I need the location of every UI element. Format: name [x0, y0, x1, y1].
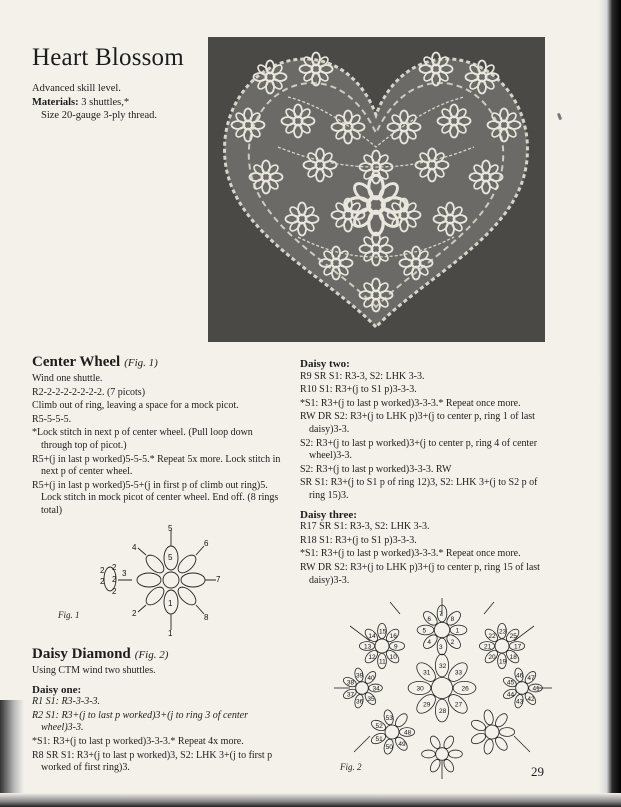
- fig2-ring-number: 26: [461, 685, 469, 693]
- instruction-line: R5+(j in last p worked)5-5+(j in first p of climb out ring)5. Lock stitch in mock picot of center wheel. End off. (8 rings total): [32, 479, 279, 516]
- fig2-ring-number: 30: [416, 685, 424, 693]
- instruction-line: *S1: R3+(j to last p worked)3-3-3.* Repeat 4x more.: [32, 735, 244, 747]
- fig1-num: 2: [112, 587, 117, 596]
- fig1-num: 2: [112, 563, 117, 572]
- fig2-ring-number: 33: [454, 669, 463, 677]
- fig1-num: 5: [168, 553, 173, 562]
- daisy-diamond-heading: [32, 646, 168, 663]
- fig2-ring-number: 19: [499, 658, 507, 666]
- fig2-ring-number: 42: [527, 696, 535, 704]
- page-title: Heart Blossom: [32, 44, 184, 71]
- instruction-line: Wind one shuttle.: [32, 373, 103, 384]
- fig2-ring-number: 43: [515, 698, 524, 706]
- fig2-ring-number: 7: [439, 611, 443, 618]
- instruction-line: Climb out of ring, leaving a space for a mock picot.: [32, 400, 239, 412]
- fig2-ring-number: 38: [346, 679, 355, 687]
- fig2-ring-number: 46: [515, 672, 524, 680]
- fig2-ring-number: 45: [506, 679, 515, 687]
- fig1-num: 5: [168, 524, 173, 533]
- instruction-line: Using CTM wind two shuttles.: [32, 665, 156, 676]
- fig1-label: Fig. 1: [58, 610, 80, 620]
- fig1-num: 6: [204, 539, 209, 548]
- fig2-ring-number: 3: [439, 644, 443, 651]
- heart-lace-image: [208, 37, 545, 342]
- fig2-ring-number: 25: [509, 632, 517, 640]
- fig2-ring-number: 17: [514, 643, 522, 651]
- fig2-ring-number: 16: [389, 632, 397, 640]
- fig2-ring-number: 41: [532, 685, 540, 693]
- thread-size: Size 20-gauge 3-ply thread.: [41, 110, 158, 121]
- daisy-diamond-title: Daisy Diamond: [32, 646, 131, 662]
- fig1-num: 2: [132, 609, 137, 618]
- instruction-line: R5-5-5-5.: [32, 413, 72, 425]
- fig2-ring-number: 29: [423, 701, 431, 709]
- fig2-ring-number: 35: [367, 696, 375, 704]
- fig2-ring-number: 20: [488, 654, 496, 662]
- instruction-line: *Lock stitch in next p of center wheel. (Pull loop down through top of picot.): [32, 427, 253, 451]
- instruction-line: R8 SR S1: R3+(j to last p worked)3, S2: LHK 3+(j to first p worked of first ring)3.: [32, 749, 273, 774]
- page-number: 29: [531, 764, 544, 779]
- instruction-line: *S1: R3+(j to last p worked)3-3-3.* Repeat once more.: [300, 548, 521, 560]
- fig2-ring-number: 2: [450, 639, 455, 647]
- instruction-line: R18 S1: R3+(j to S1 p)3-3-3.: [300, 534, 417, 546]
- fig1-num: 3: [122, 569, 127, 578]
- skill-level: Advanced skill level.: [32, 83, 121, 94]
- fig2-ring-number: 47: [527, 674, 535, 682]
- binding-shadow: [0, 700, 24, 807]
- fig2-ring-number: 8: [450, 615, 455, 623]
- fig1-num: 2: [100, 566, 105, 575]
- fig2-ring-number: 12: [368, 654, 376, 662]
- fig1-num: 4: [132, 543, 137, 552]
- fig2-ring-number: 36: [355, 698, 364, 706]
- fig2-ring-number: 40: [367, 674, 375, 682]
- fig2-ring-number: 9: [394, 643, 398, 651]
- daisy-diamond-fig-ref: (Fig. 2): [134, 649, 169, 661]
- fig2-ring-number: 27: [454, 701, 463, 709]
- fig2-ring-number: 53: [385, 714, 393, 722]
- fig1-center-wheel-diagram: [88, 524, 238, 639]
- fig2-ring-number: 50: [385, 744, 393, 752]
- fig1-num: 8: [204, 613, 209, 622]
- center-wheel-fig-ref: (Fig. 1): [124, 357, 158, 369]
- right-column-instructions: [300, 356, 555, 588]
- fig2-ring-number: 51: [375, 736, 383, 744]
- fig2-ring-number: 44: [506, 691, 515, 699]
- fig2-ring-number: 4: [427, 639, 431, 647]
- stray-mark: [557, 113, 562, 121]
- fig2-ring-number: 5: [422, 627, 427, 635]
- instruction-line: RW DR S2: R3+(j to LHK p)3+(j to center p, ring 15 of last daisy)3-3.: [300, 561, 540, 586]
- materials-line: [32, 96, 157, 110]
- fig2-ring-number: 6: [427, 615, 431, 623]
- instruction-line: R5+(j in last p worked)5-5-5.* Repeat 5x more. Lock stitch in next p of center wheel.: [32, 453, 281, 478]
- daisy-three-heading: Daisy three:: [300, 508, 357, 521]
- fig2-ring-number: 49: [398, 741, 406, 749]
- fig2-ring-number: 18: [509, 654, 517, 662]
- instruction-line: S2: R3+(j to last p worked)3+(j to center p, ring 4 of center wheel)3-3.: [300, 437, 538, 462]
- fig2-daisy: [370, 709, 415, 755]
- fig2-ring-number: 10: [389, 654, 397, 662]
- fig1-num: 7: [216, 575, 221, 584]
- center-wheel-heading: [32, 354, 158, 371]
- instruction-line: R2 S1: R3+(j to last p worked)3+(j to ring 3 of center wheel)3-3.: [32, 709, 248, 734]
- fig2-daisy: [417, 605, 467, 655]
- daisy-one-heading: Daisy one:: [32, 683, 82, 696]
- fig2-daisy: [359, 623, 404, 668]
- instruction-line: S2: R3+(j to last p worked)3-3-3. RW: [300, 463, 452, 475]
- fig2-ring-number: 28: [439, 708, 447, 715]
- fig2-daisy: [502, 667, 542, 708]
- instruction-line: R10 S1: R3+(j to S1 p)3-3-3.: [300, 384, 417, 396]
- fig2-daisy: [470, 709, 515, 755]
- fig2-daisy: [408, 654, 476, 722]
- page-edge-bottom: [0, 793, 621, 807]
- daisy-diamond-instructions: [32, 665, 282, 776]
- fig2-ring-number: 48: [404, 729, 412, 737]
- center-wheel-title: Center Wheel: [32, 354, 121, 370]
- fig1-num: 1: [168, 599, 173, 608]
- fig2-ring-number: 23: [499, 628, 507, 636]
- center-wheel-instructions: [32, 373, 282, 519]
- fig2-ring-number: 31: [423, 669, 431, 677]
- heart-doily-photo: [208, 37, 545, 342]
- fig2-daisy-diamond-diagram: [330, 596, 555, 781]
- fig2-ring-number: 15: [379, 628, 387, 636]
- intro-block: [32, 82, 157, 123]
- fig2-ring-number: 13: [364, 643, 372, 651]
- page-edge-right: [599, 0, 621, 807]
- instruction-line: *S1: R3+(j to last p worked)3-3-3.* Repeat once more.: [300, 397, 521, 409]
- instruction-line: SR S1: R3+(j to S1 p of ring 12)3, S2: LHK 3+(j to S2 p of ring 15)3.: [300, 477, 538, 501]
- fig2-ring-number: 39: [355, 672, 364, 680]
- fig2-ring-number: 11: [379, 658, 386, 666]
- instruction-line: RW DR S2: R3+(j to LHK p)3+(j to center p, ring 1 of last daisy)3-3.: [300, 411, 535, 435]
- fig1-num: 2: [112, 575, 117, 584]
- fig2-ring-number: 1: [455, 627, 460, 635]
- fig2-label: Fig. 2: [340, 762, 362, 772]
- materials-label: Materials:: [32, 96, 79, 108]
- instruction-line: R2-2-2-2-2-2-2-2. (7 picots): [32, 386, 146, 398]
- fig2-ring-number: 37: [346, 691, 355, 699]
- fig2-ring-number: 32: [439, 663, 447, 670]
- fig2-daisy: [479, 623, 524, 668]
- fig1-num: 1: [168, 629, 173, 638]
- fig2-ring-number: 22: [488, 632, 496, 640]
- materials-value: 3 shuttles,*: [81, 96, 130, 108]
- instruction-line: R9 SR S1: R3-3, S2: LHK 3-3.: [300, 370, 425, 382]
- instruction-line: R1 S1: R3-3-3-3.: [32, 696, 101, 708]
- fig1-num: 2: [100, 577, 105, 586]
- fig2-ring-number: 52: [375, 722, 383, 730]
- fig2-ring-number: 14: [368, 632, 376, 640]
- fig2-ring-number: 21: [484, 643, 492, 651]
- fig2-ring-number: 34: [372, 685, 380, 693]
- instruction-line: R17 SR S1: R3-3, S2: LHK 3-3.: [300, 521, 430, 533]
- daisy-two-heading: Daisy two:: [300, 358, 350, 370]
